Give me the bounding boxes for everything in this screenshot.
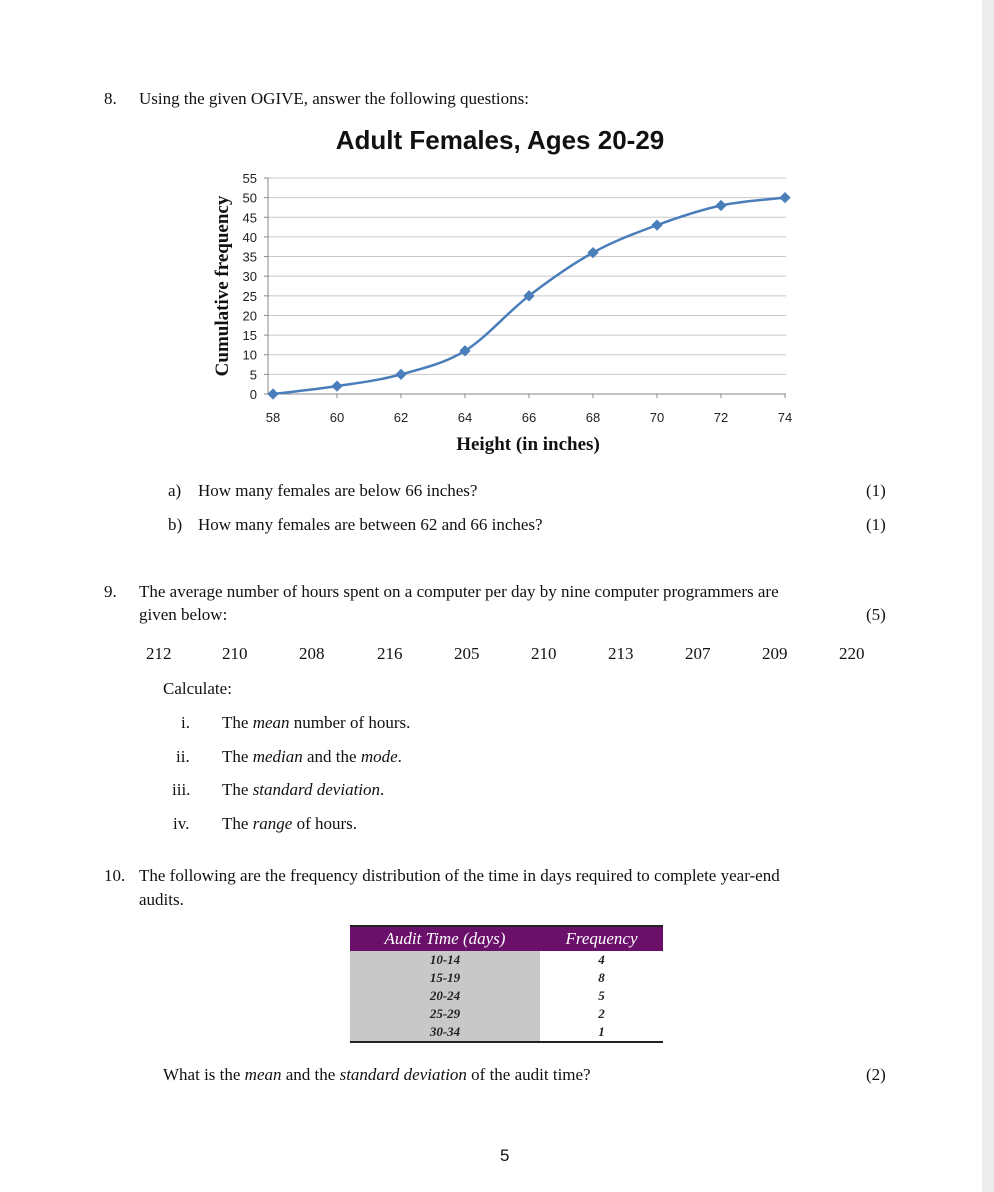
q8a-label: a) [168,481,182,500]
audit-frequency-table [350,925,663,1043]
x-tick-label: 64 [457,410,473,425]
q8b-marks: (1) [866,515,886,534]
y-tick-label: 50 [242,190,257,206]
q9-value: 207 [685,644,711,663]
x-tick-label: 68 [585,410,601,425]
data-point [331,380,342,391]
q9-value: 205 [454,644,480,663]
q9-calculate: Calculate: [163,679,232,698]
table-row [350,969,663,987]
q9-item-label: iii. [172,780,191,799]
q9-line1: The average number of hours spent on a computer per day by nine computer programmers are [139,582,779,601]
y-tick-label: 55 [242,171,257,186]
q10-line1: The following are the frequency distribution of the time in days required to complete year-end [139,866,780,885]
audit-time-cell: 15-19 [350,969,540,987]
q9-value: 216 [377,644,403,663]
q8-text: Using the given OGIVE, answer the following questions: [139,89,529,108]
q8a-text: How many females are below 66 inches? [198,481,478,500]
y-tick-label: 10 [242,347,257,363]
chart-grid [264,178,786,398]
x-tick-label: 58 [265,410,281,425]
frequency-cell: 2 [540,1005,663,1023]
ogive-chart [0,0,994,470]
x-tick-label: 72 [713,410,729,425]
q9-item-text: The standard deviation. [222,780,385,799]
table-row [350,1005,663,1023]
q9-number: 9. [104,582,117,601]
q9-item-label: iv. [173,814,190,833]
y-tick-labels [243,171,257,402]
table-row [350,951,663,969]
audit-time-cell: 25-29 [350,1005,540,1023]
q9-value: 209 [762,644,788,663]
q10-question: What is the mean and the standard deviation of the audit time? [163,1065,591,1084]
x-tick-labels [266,410,792,425]
y-tick-label: 5 [249,367,257,383]
table-row [350,1023,663,1042]
y-tick-label: 0 [249,387,257,402]
x-tick-label: 60 [329,410,345,425]
audit-time-cell: 30-34 [350,1023,540,1042]
x-tick-label: 62 [393,410,409,425]
data-point [715,200,726,211]
frequency-cell: 8 [540,969,663,987]
frequency-cell: 4 [540,951,663,969]
q9-item-text: The median and the mode. [222,747,402,766]
x-axis-label: Height (in inches) [456,434,600,455]
audit-time-cell: 20-24 [350,987,540,1005]
frequency-cell: 1 [540,1023,663,1042]
q9-line2: given below: [139,605,228,624]
table-header-frequency: Frequency [540,926,663,951]
q10-number: 10. [104,866,126,885]
q9-item-label: ii. [176,747,190,766]
q8b-text: How many females are between 62 and 66 inches? [198,515,543,534]
page-number: 5 [500,1146,510,1165]
y-tick-label: 20 [242,308,257,324]
q10-marks: (2) [866,1065,886,1084]
q8-number: 8. [104,89,117,108]
q9-value: 213 [608,644,634,663]
data-point [267,388,278,399]
y-axis-label: Cumulative frequency [212,195,233,377]
y-tick-label: 15 [242,328,257,344]
data-point [779,192,790,203]
x-tick-label: 66 [521,410,537,425]
q9-item-label: i. [181,713,190,732]
q9-marks: (5) [866,605,886,624]
y-tick-label: 35 [242,249,257,265]
q9-value: 220 [839,644,865,663]
y-tick-label: 40 [242,229,257,245]
table-row [350,987,663,1005]
table-header-audit-time: Audit Time (days) [350,926,540,951]
data-point [651,219,662,230]
y-tick-label: 45 [242,210,257,226]
q9-value: 210 [222,644,248,663]
frequency-cell: 5 [540,987,663,1005]
x-tick-label: 74 [777,410,793,425]
q8a-marks: (1) [866,481,886,500]
y-tick-label: 30 [242,269,257,285]
data-point [395,369,406,380]
audit-time-cell: 10-14 [350,951,540,969]
x-tick-label: 70 [649,410,665,425]
q9-value: 212 [146,644,172,663]
y-tick-label: 25 [242,288,257,304]
q8b-label: b) [168,515,183,534]
q9-item-text: The mean number of hours. [222,713,411,732]
q10-line2: audits. [139,890,184,909]
q9-value: 210 [531,644,557,663]
q9-value: 208 [299,644,325,663]
chart-title: Adult Females, Ages 20-29 [335,125,665,155]
q9-item-text: The range of hours. [222,814,358,833]
